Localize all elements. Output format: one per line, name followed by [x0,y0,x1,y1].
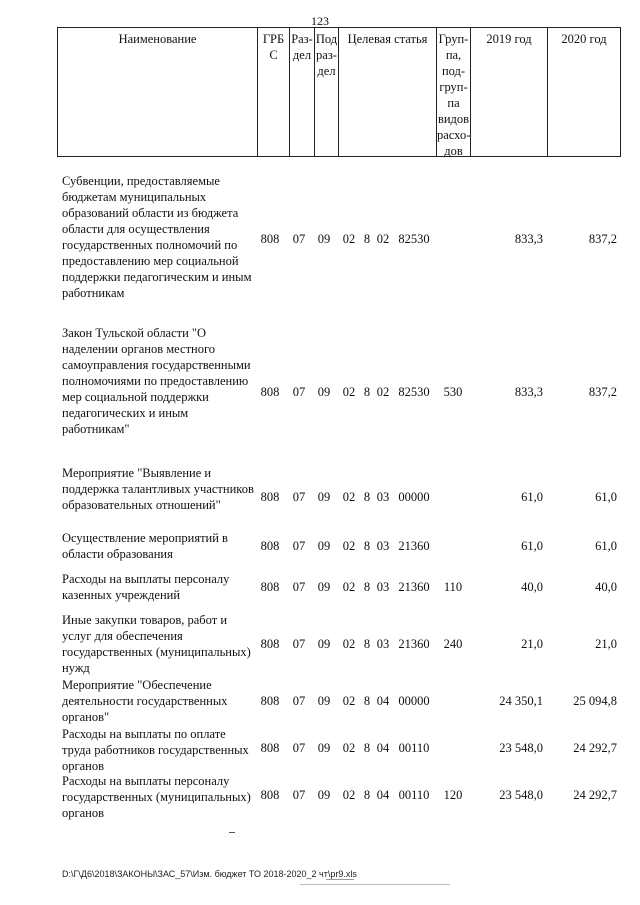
row-razdel: 07 [292,788,306,802]
row-2020: 21,0 [595,637,617,651]
header-2020 [548,28,620,156]
row-razdel: 07 [292,694,306,708]
row-cs-direction: 21360 [398,580,430,594]
row-cs-event: 04 [376,741,390,755]
row-cs-event: 03 [376,580,390,594]
row-cs-program: 02 [342,490,356,504]
row-2019: 40,0 [521,580,543,594]
row-name: Расходы на выплаты персоналу казенных учреждений [62,572,230,602]
row-razdel: 07 [292,385,306,399]
row-razdel: 07 [292,741,306,755]
row-cs-type: 8 [363,539,371,553]
row-cs-type: 8 [363,741,371,755]
row-razdel: 07 [292,232,306,246]
row-grbs: 808 [260,490,280,504]
row-grbs: 808 [260,539,280,553]
row-cs-program: 02 [342,385,356,399]
row-2020: 837,2 [588,232,617,246]
row-name: Мероприятие "Выявление и поддержка талантливых участников образовательных отношений" [62,466,254,512]
table-header [57,27,621,157]
row-podrazdel: 09 [317,232,331,246]
row-cs-event: 02 [376,232,390,246]
row-podrazdel: 09 [317,741,331,755]
row-2019: 24 350,1 [499,694,543,708]
row-cs-direction: 21360 [398,637,430,651]
row-cs-direction: 21360 [398,539,430,553]
row-cs-event: 02 [376,385,390,399]
file-path-footer: D:\Г\Д6\2018\ЗАКОНЫ\ЗАС_57\Изм. бюджет ТО 2018-2020_2 чт\pr9.xls [62,869,357,879]
header-razdel [290,28,315,156]
row-podrazdel: 09 [317,385,331,399]
row-2020: 40,0 [595,580,617,594]
row-cs-program: 02 [342,741,356,755]
row-podrazdel: 09 [317,490,331,504]
row-2020: 837,2 [588,385,617,399]
header-grbs [258,28,290,156]
row-cs-program: 02 [342,788,356,802]
scan-smudge [300,884,450,885]
row-name: Закон Тульской области "О наделении органов местного самоуправления государственными полномочиями по предоставлению мер социальной поддержки педагогических и иным работникам" [62,326,251,436]
row-razdel: 07 [292,580,306,594]
row-podrazdel: 09 [317,539,331,553]
row-vr: 120 [443,788,463,802]
row-cs-program: 02 [342,232,356,246]
row-cs-program: 02 [342,539,356,553]
row-2019: 61,0 [521,490,543,504]
header-celevaya [339,28,437,156]
header-razdel-label: Раз- дел [291,32,313,62]
row-grbs: 808 [260,232,280,246]
scan-mark [229,832,235,833]
row-name: Иные закупки товаров, работ и услуг для обеспечения государственных (муниципальных) нужд [62,613,251,675]
row-2019: 23 548,0 [499,741,543,755]
row-razdel: 07 [292,637,306,651]
row-name: Мероприятие "Обеспечение деятельности государственных органов" [62,678,228,724]
row-cs-type: 8 [363,637,371,651]
row-cs-program: 02 [342,637,356,651]
row-podrazdel: 09 [317,637,331,651]
row-razdel: 07 [292,539,306,553]
row-razdel: 07 [292,490,306,504]
row-cs-event: 03 [376,539,390,553]
header-2019 [471,28,548,156]
header-name-label: Наименование [118,32,197,46]
row-vr: 530 [443,385,463,399]
header-podrazdel [315,28,339,156]
header-name [58,28,258,156]
row-cs-event: 04 [376,694,390,708]
row-cs-event: 03 [376,637,390,651]
header-grbs-label: ГРБ С [262,32,285,62]
row-2019: 833,3 [514,232,543,246]
row-name: Расходы на выплаты по оплате труда работников государственных органов [62,727,249,773]
row-2020: 24 292,7 [573,788,617,802]
row-cs-program: 02 [342,580,356,594]
row-podrazdel: 09 [317,580,331,594]
row-cs-type: 8 [363,694,371,708]
row-grbs: 808 [260,637,280,651]
row-name: Осуществление мероприятий в области образования [62,531,228,561]
row-vr: 110 [443,580,463,594]
row-grbs: 808 [260,788,280,802]
row-cs-direction: 00110 [398,741,430,755]
row-2019: 833,3 [514,385,543,399]
header-celevaya-label: Целевая статья [347,32,428,46]
row-grbs: 808 [260,694,280,708]
row-cs-direction: 00000 [398,694,430,708]
header-gruppa [437,28,471,156]
row-cs-type: 8 [363,232,371,246]
row-grbs: 808 [260,741,280,755]
row-cs-event: 03 [376,490,390,504]
row-cs-direction: 00110 [398,788,430,802]
row-2020: 25 094,8 [573,694,617,708]
header-2019-label: 2019 год [486,32,532,46]
row-grbs: 808 [260,580,280,594]
header-gruppa-label: Груп- па, под- груп- па видов расхо- дов [437,32,471,158]
row-cs-type: 8 [363,788,371,802]
header-podrazdel-label: Под раз- дел [315,32,338,78]
row-cs-direction: 82530 [398,232,430,246]
row-cs-direction: 00000 [398,490,430,504]
row-podrazdel: 09 [317,788,331,802]
row-2020: 61,0 [595,490,617,504]
row-name: Расходы на выплаты персоналу государственных (муниципальных) органов [62,774,251,820]
row-cs-type: 8 [363,385,371,399]
row-cs-event: 04 [376,788,390,802]
header-2020-label: 2020 год [561,32,607,46]
row-cs-type: 8 [363,580,371,594]
row-vr: 240 [443,637,463,651]
row-2020: 61,0 [595,539,617,553]
row-name: Субвенции, предоставляемые бюджетам муниципальных образований области из бюджета области для осуществления государственных полномочий по предоставлению мер социальной поддержки педагогическим и иным работникам [62,174,252,300]
row-cs-program: 02 [342,694,356,708]
row-cs-direction: 82530 [398,385,430,399]
row-grbs: 808 [260,385,280,399]
page-number: 123 [311,14,329,28]
row-2019: 61,0 [521,539,543,553]
scan-smudge [326,879,354,880]
row-2019: 21,0 [521,637,543,651]
row-podrazdel: 09 [317,694,331,708]
row-2020: 24 292,7 [573,741,617,755]
row-2019: 23 548,0 [499,788,543,802]
row-cs-type: 8 [363,490,371,504]
